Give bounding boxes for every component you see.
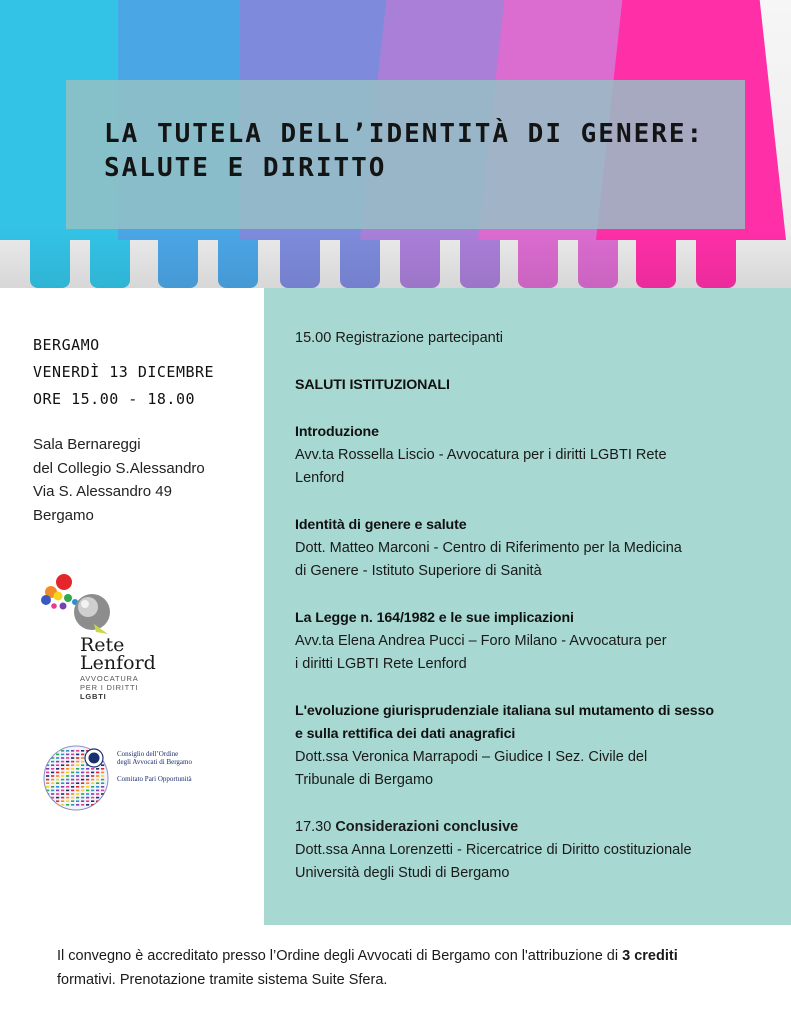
page-title-line-1: LA TUTELA DELL’IDENTITÀ DI GENERE: xyxy=(104,119,705,149)
session-item xyxy=(295,607,775,676)
session-item xyxy=(295,421,775,490)
session-title: Introduzione xyxy=(295,424,379,440)
session-speaker: Avv.ta Rossella Liscio - Avvocatura per i diritti LGBTI Rete xyxy=(295,447,667,463)
program-panel xyxy=(264,288,791,925)
saluti-heading: SALUTI ISTITUZIONALI xyxy=(295,377,450,393)
program-list xyxy=(295,327,775,885)
event-city: BERGAMO xyxy=(33,336,100,354)
rete-lenford-emblem-icon xyxy=(38,574,118,638)
venue-line: Sala Bernareggi xyxy=(33,436,141,453)
credits-count: 3 crediti xyxy=(622,948,678,964)
closing-title: 17.30 Considerazioni conclusive xyxy=(295,819,519,835)
rete-lenford-logo xyxy=(38,574,178,701)
ordine-avvocati-logo xyxy=(42,744,222,814)
session-speaker: Dott. Matteo Marconi - Centro di Riferimento per la Medicina xyxy=(295,540,682,556)
venue-line: Via S. Alessandro 49 xyxy=(33,483,172,500)
session-speaker: di Genere - Istituto Superiore di Sanità xyxy=(295,563,542,579)
session-speaker: Dott.ssa Veronica Marrapodi – Giudice I Sez. Civile del xyxy=(295,749,648,765)
event-time: ORE 15.00 - 18.00 xyxy=(33,390,196,408)
ordine-emblem-icon xyxy=(42,744,110,812)
session-item xyxy=(295,514,775,583)
session-item xyxy=(295,700,775,792)
closing-speaker: Università degli Studi di Bergamo xyxy=(295,865,510,881)
venue-line: del Collegio S.Alessandro xyxy=(33,459,205,477)
page-title-line-2: SALUTE E DIRITTO xyxy=(104,153,387,183)
venue-line: Bergamo xyxy=(33,506,94,524)
closing-speaker: Dott.ssa Anna Lorenzetti - Ricercatrice di Diritto costituzionale xyxy=(295,842,692,858)
accreditation-note: Il convegno è accreditato presso l’Ordine degli Avvocati di Bergamo con l'attribuzione di 3 crediti formativi. Prenotazione tramite sistema Suite Sfera. xyxy=(57,948,678,988)
ordine-text: Consiglio dell’Ordine degli Avvocati di Bergamo Comitato Pari Opportunità xyxy=(117,750,192,783)
title-box xyxy=(66,80,745,229)
event-date: VENERDÌ 13 DICEMBRE xyxy=(33,363,215,381)
event-datetime xyxy=(33,332,214,413)
session-title: e sulla rettifica dei dati anagrafici xyxy=(295,726,516,742)
rete-lenford-subtitle: AVVOCATURA PER I DIRITTI LGBTI xyxy=(80,674,139,701)
closing-item xyxy=(295,816,775,885)
session-title: La Legge n. 164/1982 e le sue implicazioni xyxy=(295,610,574,626)
session-speaker: Avv.ta Elena Andrea Pucci – Foro Milano - Avvocatura per xyxy=(295,633,667,649)
venue-address xyxy=(33,433,205,527)
session-title: Identità di genere e salute xyxy=(295,517,467,533)
info-column xyxy=(0,288,264,928)
session-speaker: Tribunale di Bergamo xyxy=(295,772,434,788)
session-speaker: i diritti LGBTI Rete Lenford xyxy=(295,656,467,672)
header-banner xyxy=(0,0,791,288)
rete-lenford-name: Rete Lenford xyxy=(80,634,156,674)
session-title: L'evoluzione giurisprudenziale italiana sul mutamento di sesso xyxy=(295,703,714,719)
session-speaker: Lenford xyxy=(295,470,345,486)
registration-item: 15.00 Registrazione partecipanti xyxy=(295,330,503,346)
